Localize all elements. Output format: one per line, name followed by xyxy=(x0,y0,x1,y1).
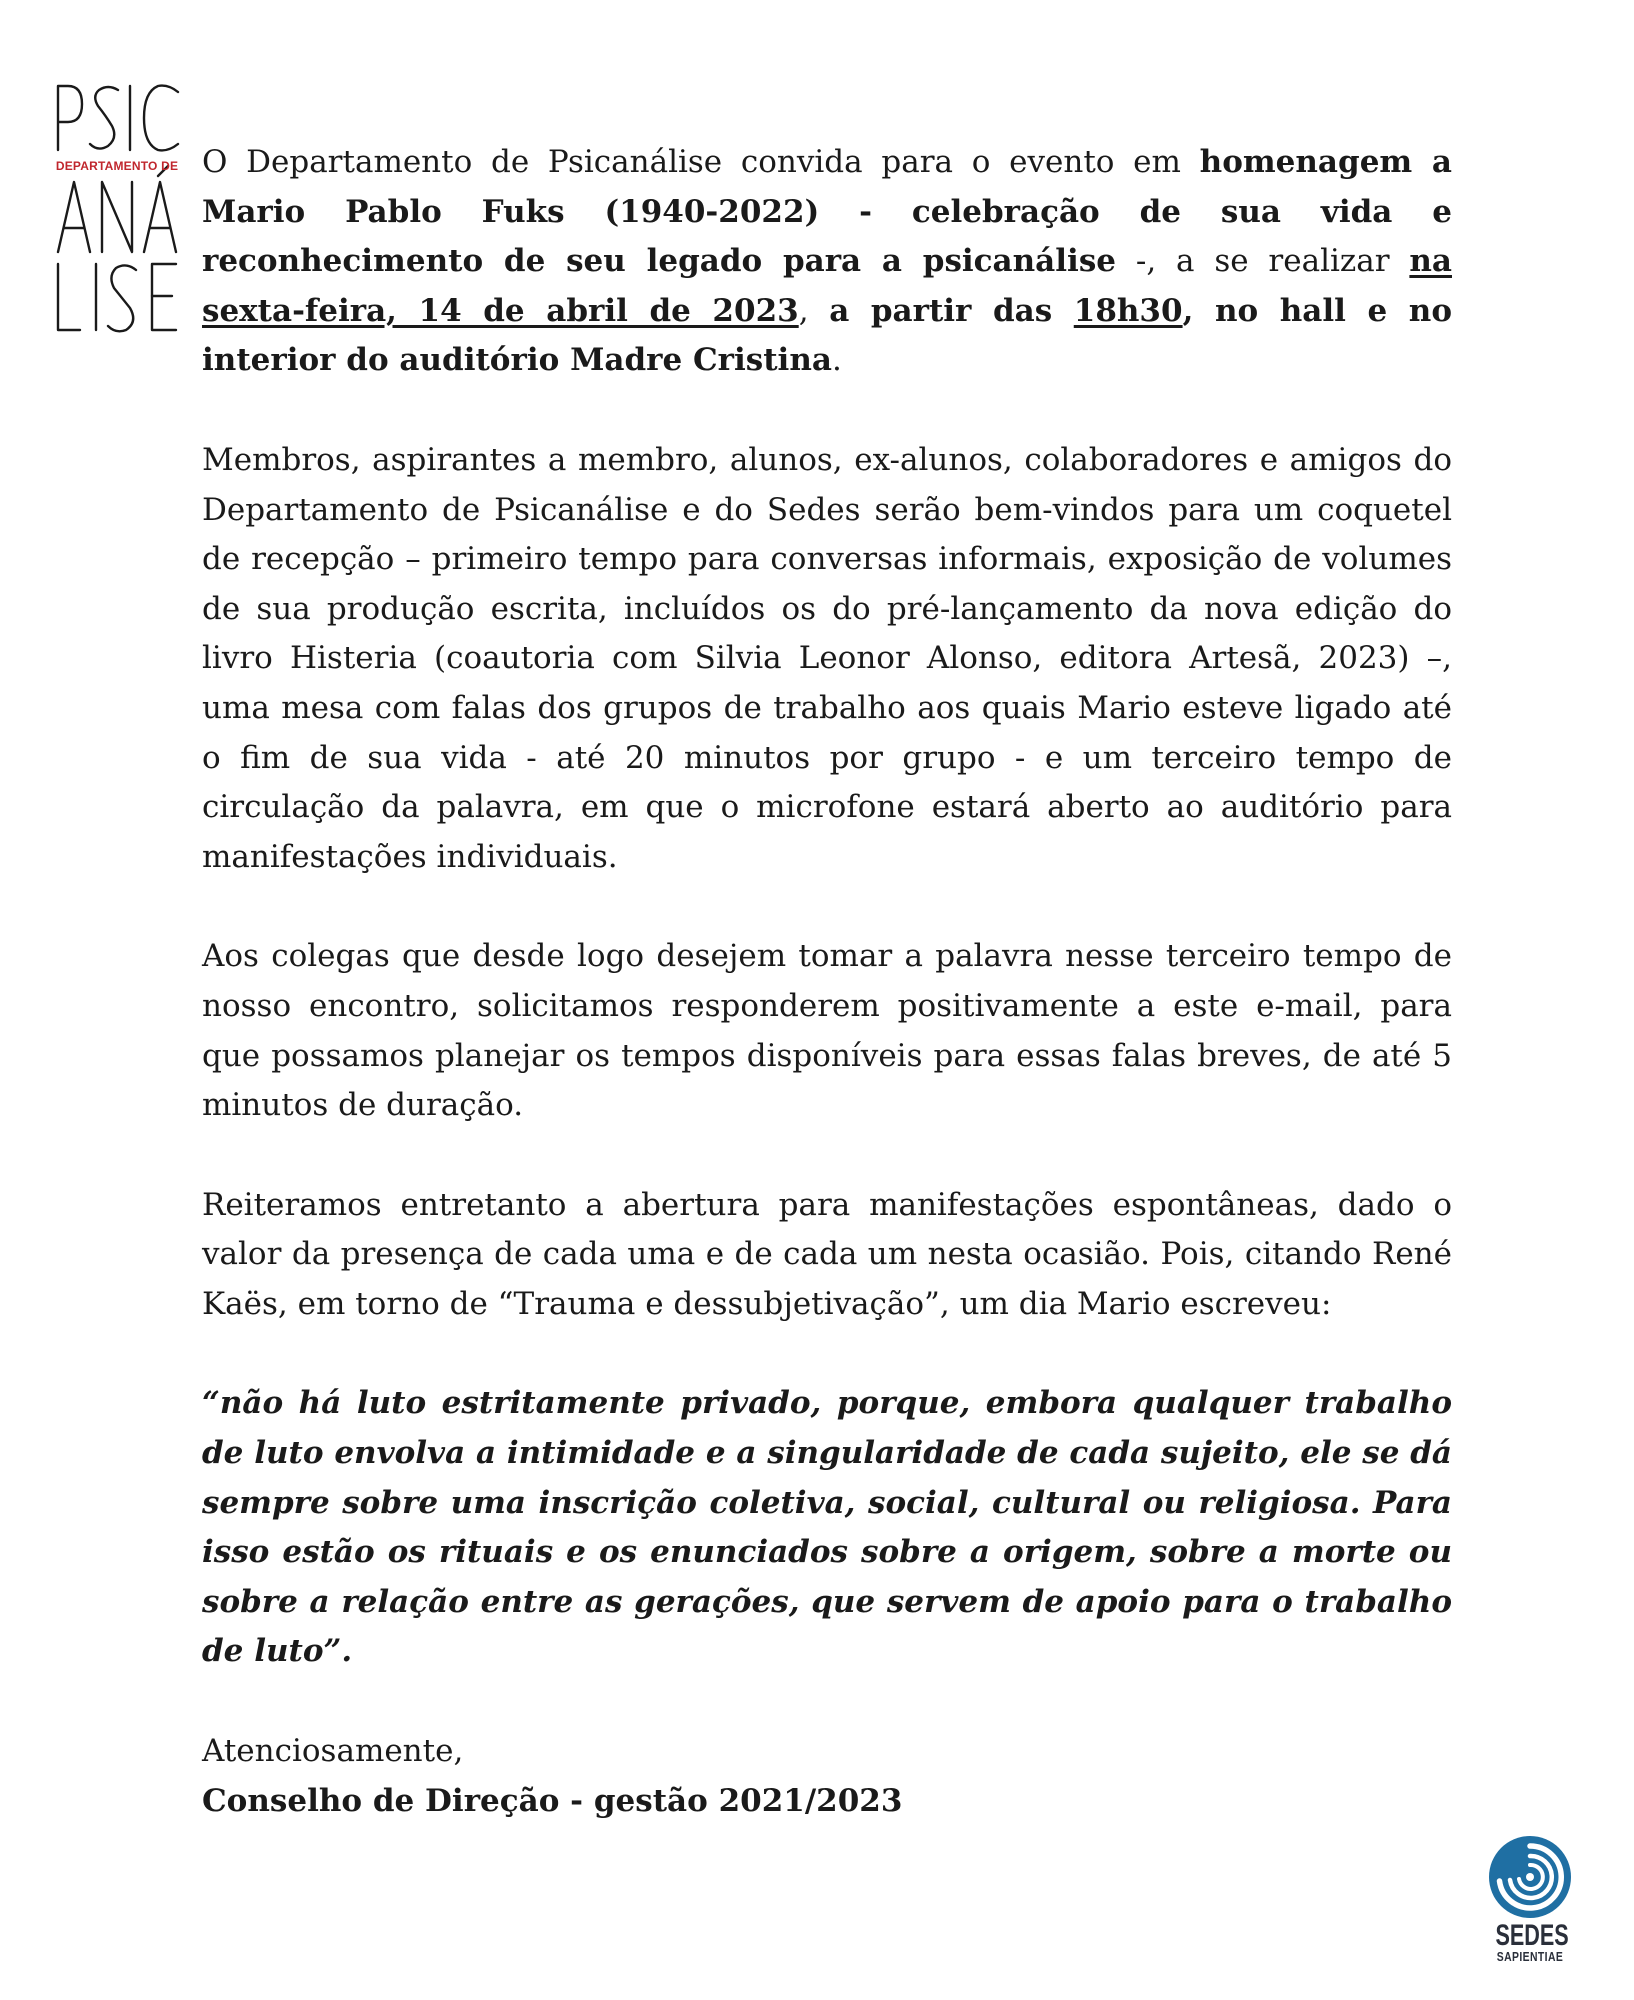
spiral-icon xyxy=(1485,1834,1575,1920)
text-segment: . xyxy=(831,342,842,379)
text-segment: , xyxy=(798,292,830,329)
signature: Conselho de Direção - gestão 2021/2023 xyxy=(202,1782,903,1819)
text-segment: O Departamento de Psicanálise convida para o evento em xyxy=(202,144,1200,180)
paragraph-invitation xyxy=(202,138,1452,386)
sedes-logo xyxy=(1482,1834,1578,1984)
sedes-name: SEDES xyxy=(1495,1919,1569,1952)
department-logo xyxy=(52,78,182,338)
event-time-prefix: a partir das xyxy=(829,292,1074,329)
event-location: , no hall e no interior do auditório Madre Cristina xyxy=(202,292,1452,379)
event-title-bold: homenagem a Mario Pablo Fuks (1940-2022) - celebração de sua vida e reconhecimento de seu legado para a psicanálise xyxy=(202,144,1452,280)
paragraph-openness: Reiteramos entretanto a abertura para manifestações espontâneas, dado o valor da presença de cada uma e de cada um nesta ocasião. Pois, citando René Kaës, em torno de “Trauma e dessubjetivação”, um dia Mario escreveu: xyxy=(202,1186,1452,1322)
text-segment: -, a se realizar xyxy=(1116,243,1410,280)
event-date: na sexta-feira, 14 de abril de 2023 xyxy=(202,243,1452,329)
event-time: 18h30 xyxy=(1073,292,1183,329)
sedes-subtitle: SAPIENTIAE xyxy=(1496,1949,1564,1964)
quote-block: “não há luto estritamente privado, porque, embora qualquer trabalho de luto envolva a intimidade e a singularidade de cada sujeito, ele se dá sempre sobre uma inscrição coletiva, social, cultural ou religiosa. Para isso estão os rituais e os enunciados sobre a origem, sobre a morte ou sobre a relação entre as gerações, que servem de apoio para o trabalho de luto”. xyxy=(202,1385,1452,1670)
department-label: DEPARTAMENTO DE xyxy=(55,159,179,173)
paragraph-program: Membros, aspirantes a membro, alunos, ex-alunos, colaboradores e amigos do Departamento de Psicanálise e do Sedes serão bem-vindos para um coquetel de recepção – primeiro tempo para conversas informais, exposição de volumes de sua produção escrita, incluídos os do pré-lançamento da nova edição do livro Histeria (coautoria com Silvia Leonor Alonso, editora Artesã, 2023) –, uma mesa com falas dos grupos de trabalho aos quais Mario esteve ligado até o fim de sua vida - até 20 minutos por grupo - e um terceiro tempo de circulação da palavra, em que o microfone estará aberto ao auditório para manifestações individuais. xyxy=(202,441,1452,875)
psicanalise-logo-mark xyxy=(52,78,182,338)
salutation: Atenciosamente, xyxy=(202,1733,464,1770)
document-body xyxy=(202,138,1452,1826)
paragraph-registration: Aos colegas que desde logo desejem tomar a palavra nesse terceiro tempo de nosso encontro, solicitamos responderem positivamente a este e-mail, para que possamos planejar os tempos disponíveis para essas falas breves, de até 5 minutos de duração. xyxy=(202,938,1452,1124)
